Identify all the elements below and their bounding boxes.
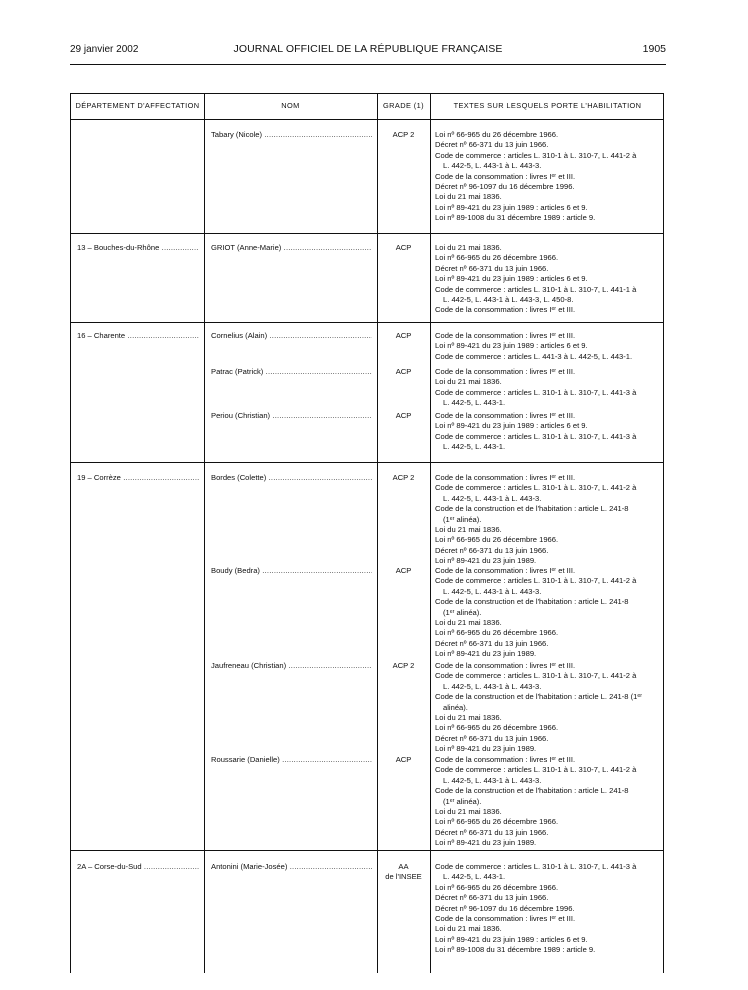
issue-date: 29 janvier 2002 xyxy=(70,44,139,55)
journal-title: JOURNAL OFFICIEL DE LA RÉPUBLIQUE FRANÇAISE xyxy=(233,43,503,55)
legal-text-line: Loi nº 66-965 du 26 décembre 1966. xyxy=(435,817,559,827)
agent-name-cell: Bordes (Colette) ..... xyxy=(211,473,372,483)
legal-text-line: Code de la consommation : livres Iᵉʳ et III. xyxy=(435,566,576,575)
legal-text-line: Loi nº 66-965 du 26 décembre 1966. xyxy=(435,130,559,139)
agent-name-cell: Boudy (Bedra) ..... xyxy=(211,566,372,576)
legal-text-line: Décret nº 66-371 du 13 juin 1966. xyxy=(435,827,549,837)
legal-text-line: Loi nº 66-965 du 26 décembre 1966. xyxy=(435,253,559,263)
legal-texts-cell xyxy=(435,411,663,453)
legal-text-line: Code de la consommation : livres Iᵉʳ et III. xyxy=(435,331,576,340)
grade-label: ACP 2 xyxy=(392,473,415,482)
legal-text-line: Code de commerce : articles L. 310-1 à L. 310-7, L. 441-3 à xyxy=(435,431,637,441)
legal-texts-cell xyxy=(435,243,663,316)
legal-text-line: Code de la consommation : livres Iᵉʳ et III. xyxy=(435,171,576,181)
legal-text-line: L. 442-5, L. 443-1. xyxy=(443,442,506,452)
legal-text-line: Code de la consommation : livres Iᵉʳ et III. xyxy=(435,367,576,376)
grade-cell xyxy=(377,411,430,421)
legal-text-line: Décret nº 96-1097 du 16 décembre 1996. xyxy=(435,182,575,192)
legal-text-line: Code de la consommation : livres Iᵉʳ et III. xyxy=(435,661,576,670)
legal-text-line: Loi du 21 mai 1836. xyxy=(435,525,502,535)
legal-text-line: Code de la consommation : livres Iᵉʳ et III. xyxy=(435,755,576,764)
legal-text-line: Code de commerce : articles L. 310-1 à L. 310-7, L. 441-2 à xyxy=(435,671,637,681)
header-bottom-rule xyxy=(71,119,663,120)
legal-texts-cell xyxy=(435,661,663,755)
column-header-texts: TEXTES SUR LESQUELS PORTE L'HABILITATION xyxy=(453,101,642,110)
agent-name-cell: Antonini (Marie-Josée) ..... xyxy=(211,862,372,872)
legal-text-line: Décret nº 66-371 du 13 juin 1966. xyxy=(435,140,549,150)
column-divider xyxy=(204,93,205,973)
legal-text-line: Loi du 21 mai 1836. xyxy=(435,618,502,628)
legal-text-line: Décret nº 66-371 du 13 juin 1966. xyxy=(435,545,549,555)
legal-text-line: Loi nº 89-421 du 23 juin 1989. xyxy=(435,556,537,566)
legal-text-line: Code de la consommation : livres Iᵉʳ et III. xyxy=(435,914,576,924)
legal-texts-cell xyxy=(435,755,663,849)
row-separator xyxy=(71,233,663,234)
legal-texts-cell xyxy=(435,331,663,362)
department-cell: 19 – Corrèze ..... xyxy=(77,473,199,483)
legal-text-line: Code de commerce : articles L. 310-1 à L. 310-7, L. 441-1 à xyxy=(435,284,637,294)
table-top-rule xyxy=(71,93,663,94)
legal-text-line: Décret nº 66-371 du 13 juin 1966. xyxy=(435,263,549,273)
legal-text-line: Décret nº 66-371 du 13 juin 1966. xyxy=(435,893,549,903)
agent-name-cell: Tabary (Nicole) ..... xyxy=(211,130,372,140)
legal-text-line: L. 442-5, L. 443-1 à L. 443-3. xyxy=(443,586,542,596)
legal-texts-cell xyxy=(435,130,663,224)
legal-text-line: Code de commerce : articles L. 310-1 à L. 310-7, L. 441-2 à xyxy=(435,765,637,775)
agent-name-cell: GRIOT (Anne-Marie) ..... xyxy=(211,243,372,253)
grade-cell xyxy=(377,130,430,140)
legal-text-line: Loi nº 89-421 du 23 juin 1989. xyxy=(435,838,537,848)
grade-cell xyxy=(377,367,430,377)
legal-text-line: alinéa). xyxy=(443,702,468,712)
legal-text-line: L. 442-5, L. 443-1 à L. 443-3. xyxy=(443,681,542,691)
grade-label: ACP xyxy=(395,243,412,252)
legal-text-line: Loi nº 66-965 du 26 décembre 1966. xyxy=(435,535,559,545)
legal-text-line: Loi nº 89-421 du 23 juin 1989 : articles 6 et 9. xyxy=(435,202,588,212)
legal-text-line: (1ᵉʳ alinéa). xyxy=(443,796,482,806)
row-separator xyxy=(71,322,663,323)
legal-texts-cell xyxy=(435,862,663,956)
department-cell: 13 – Bouches-du-Rhône ..... xyxy=(77,243,199,253)
legal-text-line: Décret nº 66-371 du 13 juin 1966. xyxy=(435,733,549,743)
agent-name-cell: Periou (Christian) ..... xyxy=(211,411,372,421)
column-header-grade: GRADE (1) xyxy=(383,101,424,110)
legal-text-line: L. 442-5, L. 443-1 à L. 443-3, L. 450-8. xyxy=(443,295,574,305)
legal-text-line: Loi nº 66-965 du 26 décembre 1966. xyxy=(435,723,559,733)
agent-name-cell: Roussarie (Danielle) ..... xyxy=(211,755,372,765)
agent-name-cell: Cornelius (Alain) ..... xyxy=(211,331,372,341)
legal-text-line: Code de la consommation : livres Iᵉʳ et III. xyxy=(435,473,576,482)
legal-text-line: Code de commerce : articles L. 310-1 à L. 310-7, L. 441-2 à xyxy=(435,150,637,160)
grade-cell xyxy=(377,862,430,883)
legal-text-line: L. 442-5, L. 443-1 à L. 443-3. xyxy=(443,161,542,171)
grade-cell xyxy=(377,566,430,576)
grade-label: ACP 2 xyxy=(392,661,415,670)
legal-text-line: Code de la construction et de l'habitation : article L. 241-8 xyxy=(435,597,629,607)
legal-text-line: Code de la consommation : livres Iᵉʳ et III. xyxy=(435,411,576,420)
legal-text-line: Loi du 21 mai 1836. xyxy=(435,377,502,387)
column-divider xyxy=(430,93,431,973)
grade-cell xyxy=(377,755,430,765)
legal-text-line: Loi nº 89-421 du 23 juin 1989. xyxy=(435,744,537,754)
legal-text-line: Loi nº 89-421 du 23 juin 1989. xyxy=(435,649,537,659)
legal-text-line: Code de la construction et de l'habitation : article L. 241-8 xyxy=(435,504,629,514)
department-cell: 2A – Corse-du-Sud ..... xyxy=(77,862,199,872)
legal-text-line: Loi du 21 mai 1836. xyxy=(435,807,502,817)
grade-cell xyxy=(377,243,430,253)
legal-texts-cell xyxy=(435,566,663,660)
grade-label: ACP xyxy=(395,331,412,340)
legal-text-line: Loi nº 66-965 du 26 décembre 1966. xyxy=(435,882,559,892)
header-rule xyxy=(70,64,666,65)
legal-text-line: L. 442-5, L. 443-1. xyxy=(443,398,506,408)
column-header-department: DÉPARTEMENT D'AFFECTATION xyxy=(75,101,200,110)
legal-text-line: Loi du 21 mai 1836. xyxy=(435,192,502,202)
legal-texts-cell xyxy=(435,473,663,567)
row-separator xyxy=(71,462,663,463)
grade-label: ACP xyxy=(395,755,412,764)
legal-text-line: Code de la construction et de l'habitation : article L. 241-8 (1ᵉʳ xyxy=(435,692,643,702)
grade-label: ACP xyxy=(395,566,412,575)
legal-text-line: Loi du 21 mai 1836. xyxy=(435,924,502,934)
legal-text-line: Code de commerce : articles L. 441-3 à L. 442-5, L. 443-1. xyxy=(435,351,633,361)
legal-texts-cell xyxy=(435,367,663,409)
grade-cell xyxy=(377,661,430,671)
legal-text-line: Loi nº 66-965 du 26 décembre 1966. xyxy=(435,628,559,638)
legal-text-line: L. 442-5, L. 443-1 à L. 443-3. xyxy=(443,775,542,785)
legal-text-line: Décret nº 96-1097 du 16 décembre 1996. xyxy=(435,903,575,913)
legal-text-line: Loi nº 89-1008 du 31 décembre 1989 : article 9. xyxy=(435,945,596,955)
legal-text-line: (1ᵉʳ alinéa). xyxy=(443,607,482,617)
legal-text-line: Loi nº 89-421 du 23 juin 1989 : articles 6 et 9. xyxy=(435,421,588,431)
grade-label: AA xyxy=(398,862,409,871)
legal-text-line: Loi nº 89-421 du 23 juin 1989 : articles 6 et 9. xyxy=(435,274,588,284)
column-divider xyxy=(377,93,378,973)
page-number: 1905 xyxy=(642,43,666,55)
legal-text-line: Loi nº 89-421 du 23 juin 1989 : articles 6 et 9. xyxy=(435,934,588,944)
legal-text-line: Code de la construction et de l'habitation : article L. 241-8 xyxy=(435,786,629,796)
grade-cell xyxy=(377,473,430,483)
legal-text-line: (1ᵉʳ alinéa). xyxy=(443,514,482,524)
legal-text-line: Code de la consommation : livres Iᵉʳ et III. xyxy=(435,305,576,315)
grade-label: ACP 2 xyxy=(392,130,415,139)
legal-text-line: L. 442-5, L. 443-1. xyxy=(443,872,506,882)
row-separator xyxy=(71,850,663,851)
grade-label: ACP xyxy=(395,367,412,376)
legal-text-line: Loi nº 89-421 du 23 juin 1989 : articles 6 et 9. xyxy=(435,341,588,351)
legal-text-line: Loi nº 89-1008 du 31 décembre 1989 : article 9. xyxy=(435,213,596,223)
legal-text-line: Loi du 21 mai 1836. xyxy=(435,243,502,252)
legal-text-line: Loi du 21 mai 1836. xyxy=(435,713,502,723)
legal-text-line: Décret nº 66-371 du 13 juin 1966. xyxy=(435,638,549,648)
legal-text-line: Code de commerce : articles L. 310-1 à L. 310-7, L. 441-2 à xyxy=(435,576,637,586)
grade-cell xyxy=(377,331,430,341)
agent-name-cell: Patrac (Patrick) ..... xyxy=(211,367,372,377)
department-cell: 16 – Charente ..... xyxy=(77,331,199,341)
column-header-name: NOM xyxy=(281,101,300,110)
legal-text-line: Code de commerce : articles L. 310-1 à L. 310-7, L. 441-3 à xyxy=(435,387,637,397)
legal-text-line: L. 442-5, L. 443-1 à L. 443-3. xyxy=(443,493,542,503)
page-header xyxy=(70,42,666,60)
grade-label-line2: de l'INSEE xyxy=(385,872,422,882)
grade-label: ACP xyxy=(395,411,412,420)
legal-text-line: Code de commerce : articles L. 310-1 à L. 310-7, L. 441-2 à xyxy=(435,483,637,493)
agent-name-cell: Jaufreneau (Christian) ..... xyxy=(211,661,372,671)
legal-text-line: Code de commerce : articles L. 310-1 à L. 310-7, L. 441-3 à xyxy=(435,862,637,871)
habilitation-table xyxy=(70,93,664,973)
